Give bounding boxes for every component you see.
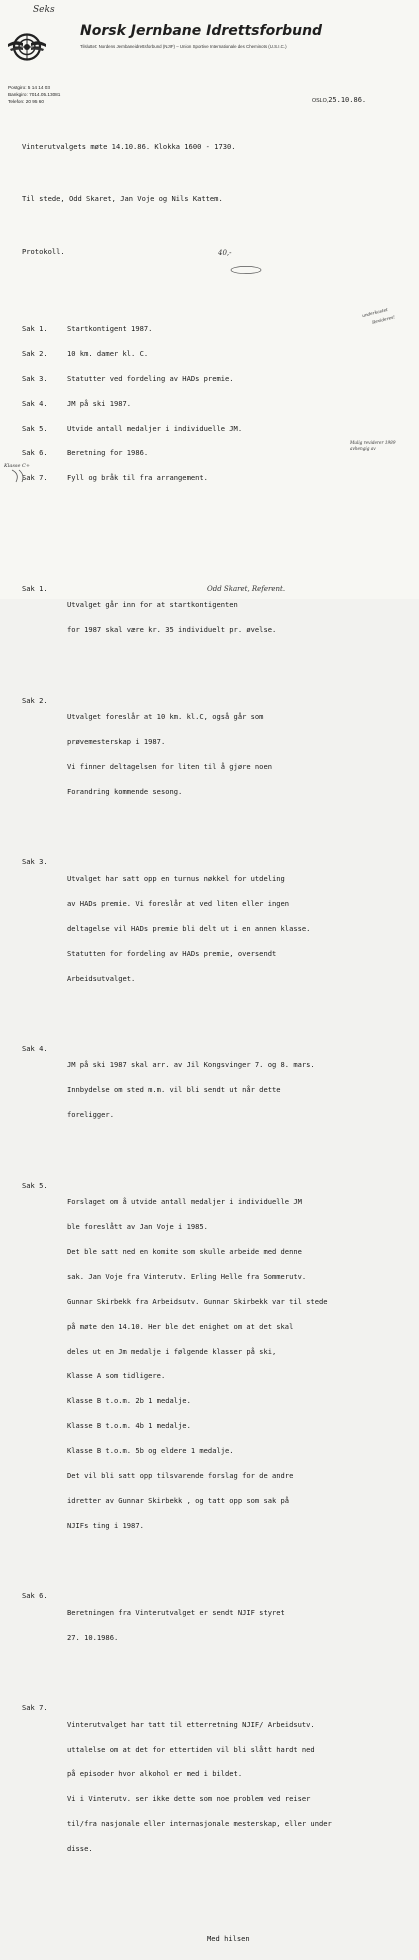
- protocol-heading: Protokoll.: [22, 246, 65, 256]
- telefon: Telefon: 20 95 60: [8, 99, 44, 105]
- city: OSLO,: [312, 98, 329, 104]
- handwritten-revise-note: Mulig reviderer 1989 avhengig av: [350, 440, 396, 451]
- postgiro: Postgiro: 5 14 14 03: [8, 85, 50, 90]
- agenda-item: Sak 1. Startkontigent 1987.: [22, 323, 153, 333]
- agenda-item: Sak 3. Statutter ved fordeling av HADs premie.: [22, 373, 234, 383]
- date-line: [312, 96, 366, 104]
- handwritten-top-note: Seks: [33, 5, 55, 15]
- bankgiro: Bankgiro: 7014.05.13081: [8, 92, 61, 98]
- agenda-item: Sak 2. 10 km. damer kl. C.: [22, 348, 149, 358]
- winged-wheel-icon: [5, 25, 49, 69]
- agenda-list: [22, 308, 332, 499]
- handwritten-margin-note: underkastet: [361, 307, 389, 320]
- minutes-item: Sak 5. Forslaget om å utvide antall medaljer i individuelle JM ble foreslått av Jan Voje i 1985. Det ble satt ned en komite som skulle arbeide med denne sak. Jan Voje fra Vinterutv. Erling Helle fra Sommerutv. Gunnar Skirbekk fra Arbeidsutv. Gunnar Skirbekk var til stede på møte den 14.10. Her ble det enighet om at det skal deles ut en Jm medalje i følgende klasser på ski, Klasse A som tidligere. Klasse B t.o.m. 2b 1 medalje. Klasse B t.o.m. 4b 1 medalje. Klasse B t.o.m. 5b og eldere 1 medalje. Det vil bli satt opp tilsvarende forslag for de andre idretter av Gunnar Skirbekk , og tatt opp som sak på NJIFs ting i 1987.: [22, 1180, 328, 1530]
- agenda-item: Sak 6. Beretning for 1986.: [22, 448, 149, 458]
- agenda-item: Sak 7. Fyll og bråk til fra arrangement.: [22, 473, 208, 483]
- closing-text: Med hilsen: [207, 1934, 250, 1944]
- organization-logo: [5, 25, 49, 69]
- signature: Odd Skaret, Referent.: [207, 585, 286, 593]
- minutes-item: Sak 3. Utvalget har satt opp en turnus nøkkel for utdeling av HADs premie. Vi foreslår at ved liten eller ingen deltagelse vil HADs premie bli delt ut i en annen klasse. Statutten for fordeling av HADs premie, oversendt Arbeidsutvalget.: [22, 857, 311, 983]
- closing: [22, 1935, 332, 1943]
- minutes-item: Sak 2. Utvalget foreslår at 10 km. kl.C, også går som prøvemesterskap i 1987. Vi finner deltagelsen for liten til å gjøre noen Forandring kommende sesong.: [22, 695, 272, 796]
- organization-tagline: Tilsluttet: Nordens Jernbaneidrettsforbund (NJIF) – Union Sportive Internationale des Cheminots (U.S.I.C.): [80, 44, 287, 49]
- organization-name: Norsk Jernbane Idrettsforbund: [80, 23, 323, 39]
- handwritten-bracket-icon: [8, 468, 28, 484]
- minutes-item: Sak 4. JM på ski 1987 skal arr. av Jil Kongsvinger 7. og 8. mars. Innbydelse om sted m.m. vil bli sendt ut når dette foreligger.: [22, 1043, 315, 1120]
- minutes-list: [22, 560, 332, 1887]
- handwritten-number: 40,-: [218, 249, 232, 257]
- minutes-item: Sak 1. Utvalget går inn for at startkontigenten for 1987 skal være kr. 35 individuelt pr. øvelse.: [22, 583, 277, 635]
- attendees: Til stede, Odd Skaret, Jan Voje og Nils Kattem.: [22, 194, 223, 204]
- contact-info: [8, 84, 60, 106]
- handwritten-circle-mark-icon: [229, 265, 263, 275]
- minutes-item: Sak 6. Beretningen fra Vinterutvalget er sendt NJIF styret 27. 10.1986.: [22, 1591, 285, 1642]
- agenda-item: Sak 4. JM på ski 1987.: [22, 398, 132, 408]
- handwritten-klasse-note: Klasse C+: [4, 463, 31, 469]
- agenda-item: Sak 5. Utvide antall medaljer i individuelle JM.: [22, 423, 243, 433]
- minutes-item: Sak 7. Vinterutvalget har tatt til etterretning NJIF/ Arbeidsutv. uttalelse om at det for ettertiden vil bli slått hardt ned på episoder hvor alkohol er med i bildet. Vi i Vinterutv. ser ikke dette som noe problem ved reiser til/fra nasjonale eller internasjonale mesterskap, eller under disse.: [22, 1703, 332, 1854]
- letter-date: 25.10.86.: [328, 96, 367, 104]
- meeting-title: Vinterutvalgets møte 14.10.86. Klokka 1600 - 1730.: [22, 141, 236, 151]
- handwritten-margin-note-2: Revideres!: [371, 315, 396, 326]
- document-body: [22, 126, 332, 1960]
